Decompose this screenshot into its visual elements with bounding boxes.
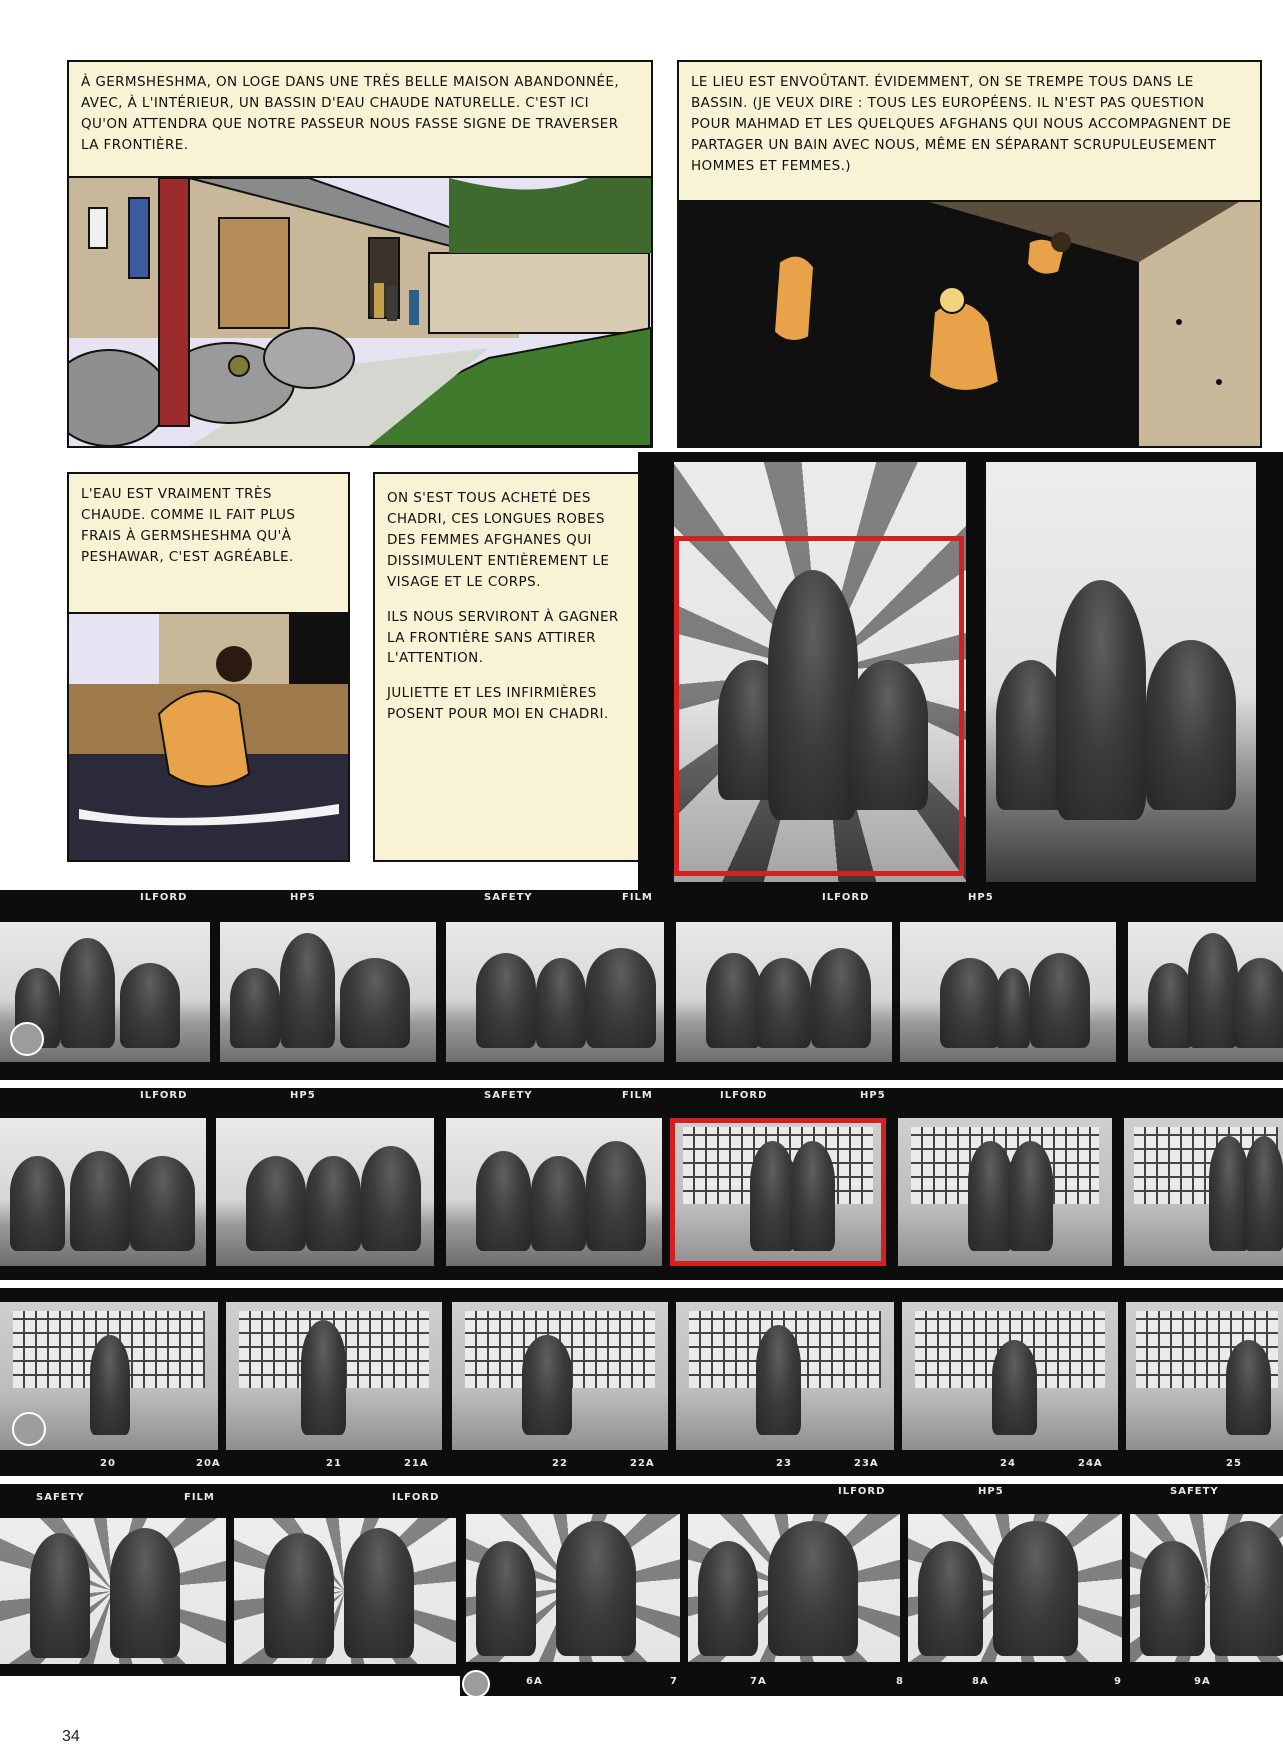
frame-number: 23A: [854, 1458, 879, 1469]
contact-frame: [0, 1518, 226, 1664]
frame-number: 22: [552, 1458, 568, 1469]
frame-number: 9A: [1194, 1676, 1211, 1687]
film-edge-label: FILM: [622, 892, 653, 903]
caption-box: [67, 60, 653, 178]
pool-illustration: [679, 202, 1260, 446]
frame-number: 9: [1114, 1676, 1122, 1687]
film-edge-label: FILM: [622, 1090, 653, 1101]
contact-frame: [688, 1514, 900, 1662]
contact-frame: [898, 1118, 1112, 1266]
photo-enlargement: [986, 452, 1283, 890]
film-edge-label: ILFORD: [720, 1090, 768, 1101]
frame-number: 7A: [750, 1676, 767, 1687]
frame-number: 6A: [526, 1676, 543, 1687]
contact-frame: [446, 1118, 662, 1266]
contact-frame: [676, 922, 892, 1062]
comic-panel-water: [67, 472, 350, 862]
caption-box: [67, 472, 350, 614]
frame-number: 8: [896, 1676, 904, 1687]
frame-number: 22A: [630, 1458, 655, 1469]
frame-number: 23: [776, 1458, 792, 1469]
red-crop-mark: [674, 536, 964, 876]
film-strip: [0, 1088, 1283, 1280]
contact-frame: [234, 1518, 456, 1664]
contact-frame: [908, 1514, 1122, 1662]
film-edge-label: ILFORD: [140, 1090, 188, 1101]
caption-text: ILS NOUS SERVIRONT À GAGNER LA FRONTIÈRE SANS ATTIRER L'ATTENTION.: [387, 608, 619, 667]
bather-illustration: [69, 614, 348, 860]
contact-frame: [0, 922, 210, 1062]
contact-frame: [902, 1302, 1118, 1450]
contact-frame: [0, 1302, 218, 1450]
comic-panel-house: [67, 60, 653, 448]
film-edge-label: HP5: [968, 892, 994, 903]
contact-frame: [452, 1302, 668, 1450]
frame-number: 8A: [972, 1676, 989, 1687]
caption-text: JULIETTE ET LES INFIRMIÈRES POSENT POUR MOI EN CHADRI.: [387, 685, 609, 723]
film-edge-label: SAFETY: [36, 1492, 85, 1503]
house-illustration: [69, 178, 651, 446]
frame-number: 25: [1226, 1458, 1242, 1469]
caption-text: L'EAU EST VRAIMENT TRÈS CHAUDE. COMME IL FAIT PLUS FRAIS À GERMSHESHMA QU'À PESHAWAR, C'EST AGRÉABLE.: [81, 486, 296, 565]
film-edge-label: SAFETY: [484, 892, 533, 903]
contact-frame: [466, 1514, 680, 1662]
caption-box: [677, 60, 1262, 202]
contact-frame: [446, 922, 664, 1062]
film-edge-label: SAFETY: [1170, 1486, 1219, 1497]
contact-frame: [676, 1302, 894, 1450]
contact-frame: [0, 1118, 206, 1266]
frame-number: 24: [1000, 1458, 1016, 1469]
contact-frame: [670, 1118, 886, 1266]
frame-number: 21: [326, 1458, 342, 1469]
film-edge-label: SAFETY: [484, 1090, 533, 1101]
film-edge-label: ILFORD: [392, 1492, 440, 1503]
contact-frame: [1126, 1302, 1283, 1450]
film-edge-label: ILFORD: [140, 892, 188, 903]
contact-frame: [216, 1118, 434, 1266]
film-edge-label: HP5: [290, 1090, 316, 1101]
contact-frame: [226, 1302, 442, 1450]
caption-text: ON S'EST TOUS ACHETÉ DES CHADRI, CES LONGUES ROBES DES FEMMES AFGHANES QUI DISSIMULENT ENTIÈREMENT LE VISAGE ET LE CORPS.: [387, 490, 610, 590]
contact-frame: [1130, 1514, 1283, 1662]
frame-number: 20: [100, 1458, 116, 1469]
film-strip: [0, 890, 1283, 1080]
caption-box-chadri: [373, 472, 652, 862]
frame-number: 21A: [404, 1458, 429, 1469]
frame-number: 7: [670, 1676, 678, 1687]
contact-frame: [1124, 1118, 1283, 1266]
frame-number: 20A: [196, 1458, 221, 1469]
film-strip: [0, 1484, 1283, 1696]
caption-text: À GERMSHESHMA, ON LOGE DANS UNE TRÈS BELLE MAISON ABANDONNÉE, AVEC, À L'INTÉRIEUR, UN BASSIN D'EAU CHAUDE NATURELLE. C'EST ICI QU'ON ATTENDRA QUE NOTRE PASSEUR NOUS FASSE SIGNE DE TRAVERSER LA FRONTIÈRE.: [81, 74, 620, 153]
film-edge-label: ILFORD: [838, 1486, 886, 1497]
film-edge-label: HP5: [290, 892, 316, 903]
film-edge-label: FILM: [184, 1492, 215, 1503]
caption-text: LE LIEU EST ENVOÛTANT. ÉVIDEMMENT, ON SE TREMPE TOUS DANS LE BASSIN. (JE VEUX DIRE : TOUS LES EUROPÉENS. IL N'EST PAS QUESTION POUR MAHMAD ET LES QUELQUES AFGHANS QUI NOUS ACCOMPAGNENT DE PARTAGER UN BAIN AVEC NOUS, MÊME EN SÉPARANT SCRUPULEUSEMENT HOMMES ET FEMMES.): [691, 74, 1232, 174]
contact-frame: [220, 922, 436, 1062]
film-edge-label: HP5: [860, 1090, 886, 1101]
film-edge-label: ILFORD: [822, 892, 870, 903]
comic-panel-pool: [677, 60, 1262, 448]
contact-frame: [1128, 922, 1283, 1062]
page-number: 34: [62, 1728, 80, 1745]
film-edge-label: HP5: [978, 1486, 1004, 1497]
contact-frame: [900, 922, 1116, 1062]
red-crop-mark: [670, 1118, 886, 1266]
photo-enlargement: [638, 452, 986, 890]
film-strip: [0, 1288, 1283, 1476]
frame-number: 24A: [1078, 1458, 1103, 1469]
